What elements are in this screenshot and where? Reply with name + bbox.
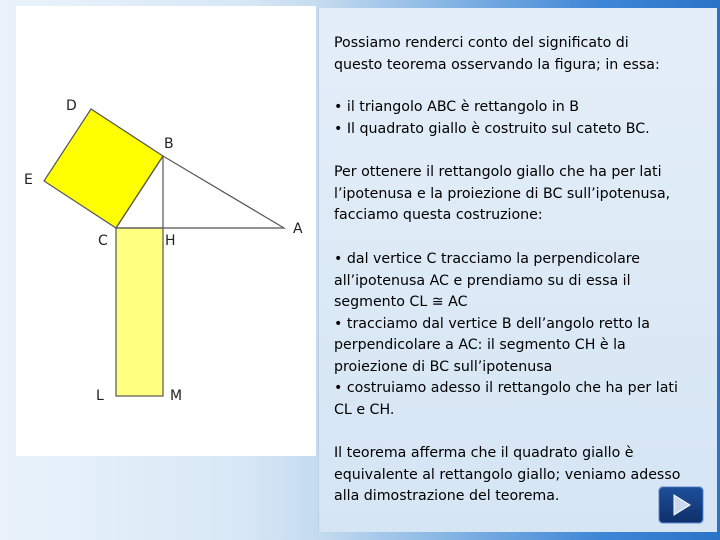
list-item: • costruiamo adesso il rettangolo che ha per lati: [334, 380, 678, 396]
label-h: H: [165, 233, 176, 249]
label-e: E: [24, 172, 33, 188]
list-item: all’ipotenusa AC e prendiamo su di essa il: [334, 272, 631, 289]
list-item: • tracciamo dal vertice B dell’angolo retto la: [334, 315, 650, 332]
yellow-rectangle: [116, 228, 163, 396]
label-c: C: [98, 233, 108, 249]
play-next-icon: [659, 487, 703, 523]
next-slide-button[interactable]: [658, 486, 704, 524]
figure-panel: [16, 6, 316, 456]
label-m: M: [170, 388, 183, 404]
label-d: D: [66, 98, 77, 114]
label-a: A: [293, 221, 303, 237]
list-item: segmento CL ≅ AC: [334, 294, 468, 310]
list-item: CL e CH.: [334, 401, 395, 418]
bullet-list-2: [334, 249, 704, 421]
list-item: • Il quadrato giallo è costruito sul cateto BC.: [334, 120, 650, 137]
list-item: proiezione di BC sull’ipotenusa: [334, 358, 553, 375]
intro-paragraph: Possiamo renderci conto del significato di questo teorema osservando la figura; in essa:: [334, 35, 660, 73]
list-item: perpendicolare a AC: il segmento CH è la: [334, 337, 626, 353]
list-item: • dal vertice C tracciamo la perpendicolare: [334, 251, 641, 267]
conclusion-paragraph: Il teorema afferma che il quadrato giallo è equivalente al rettangolo giallo; veniamo adesso alla dimostrazione del teorema.: [334, 445, 681, 504]
construction-paragraph: Per ottenere il rettangolo giallo che ha per lati l’ipotenusa e la proiezione di BC sull’ipotenusa, facciamo questa costruzione:: [334, 164, 671, 223]
bullet-list-1: [334, 97, 704, 140]
yellow-square: [44, 109, 163, 228]
label-l: L: [96, 388, 104, 404]
list-item: • il triangolo ABC è rettangolo in B: [334, 99, 580, 115]
triangle-figure: [16, 6, 316, 456]
label-b: B: [164, 136, 174, 152]
